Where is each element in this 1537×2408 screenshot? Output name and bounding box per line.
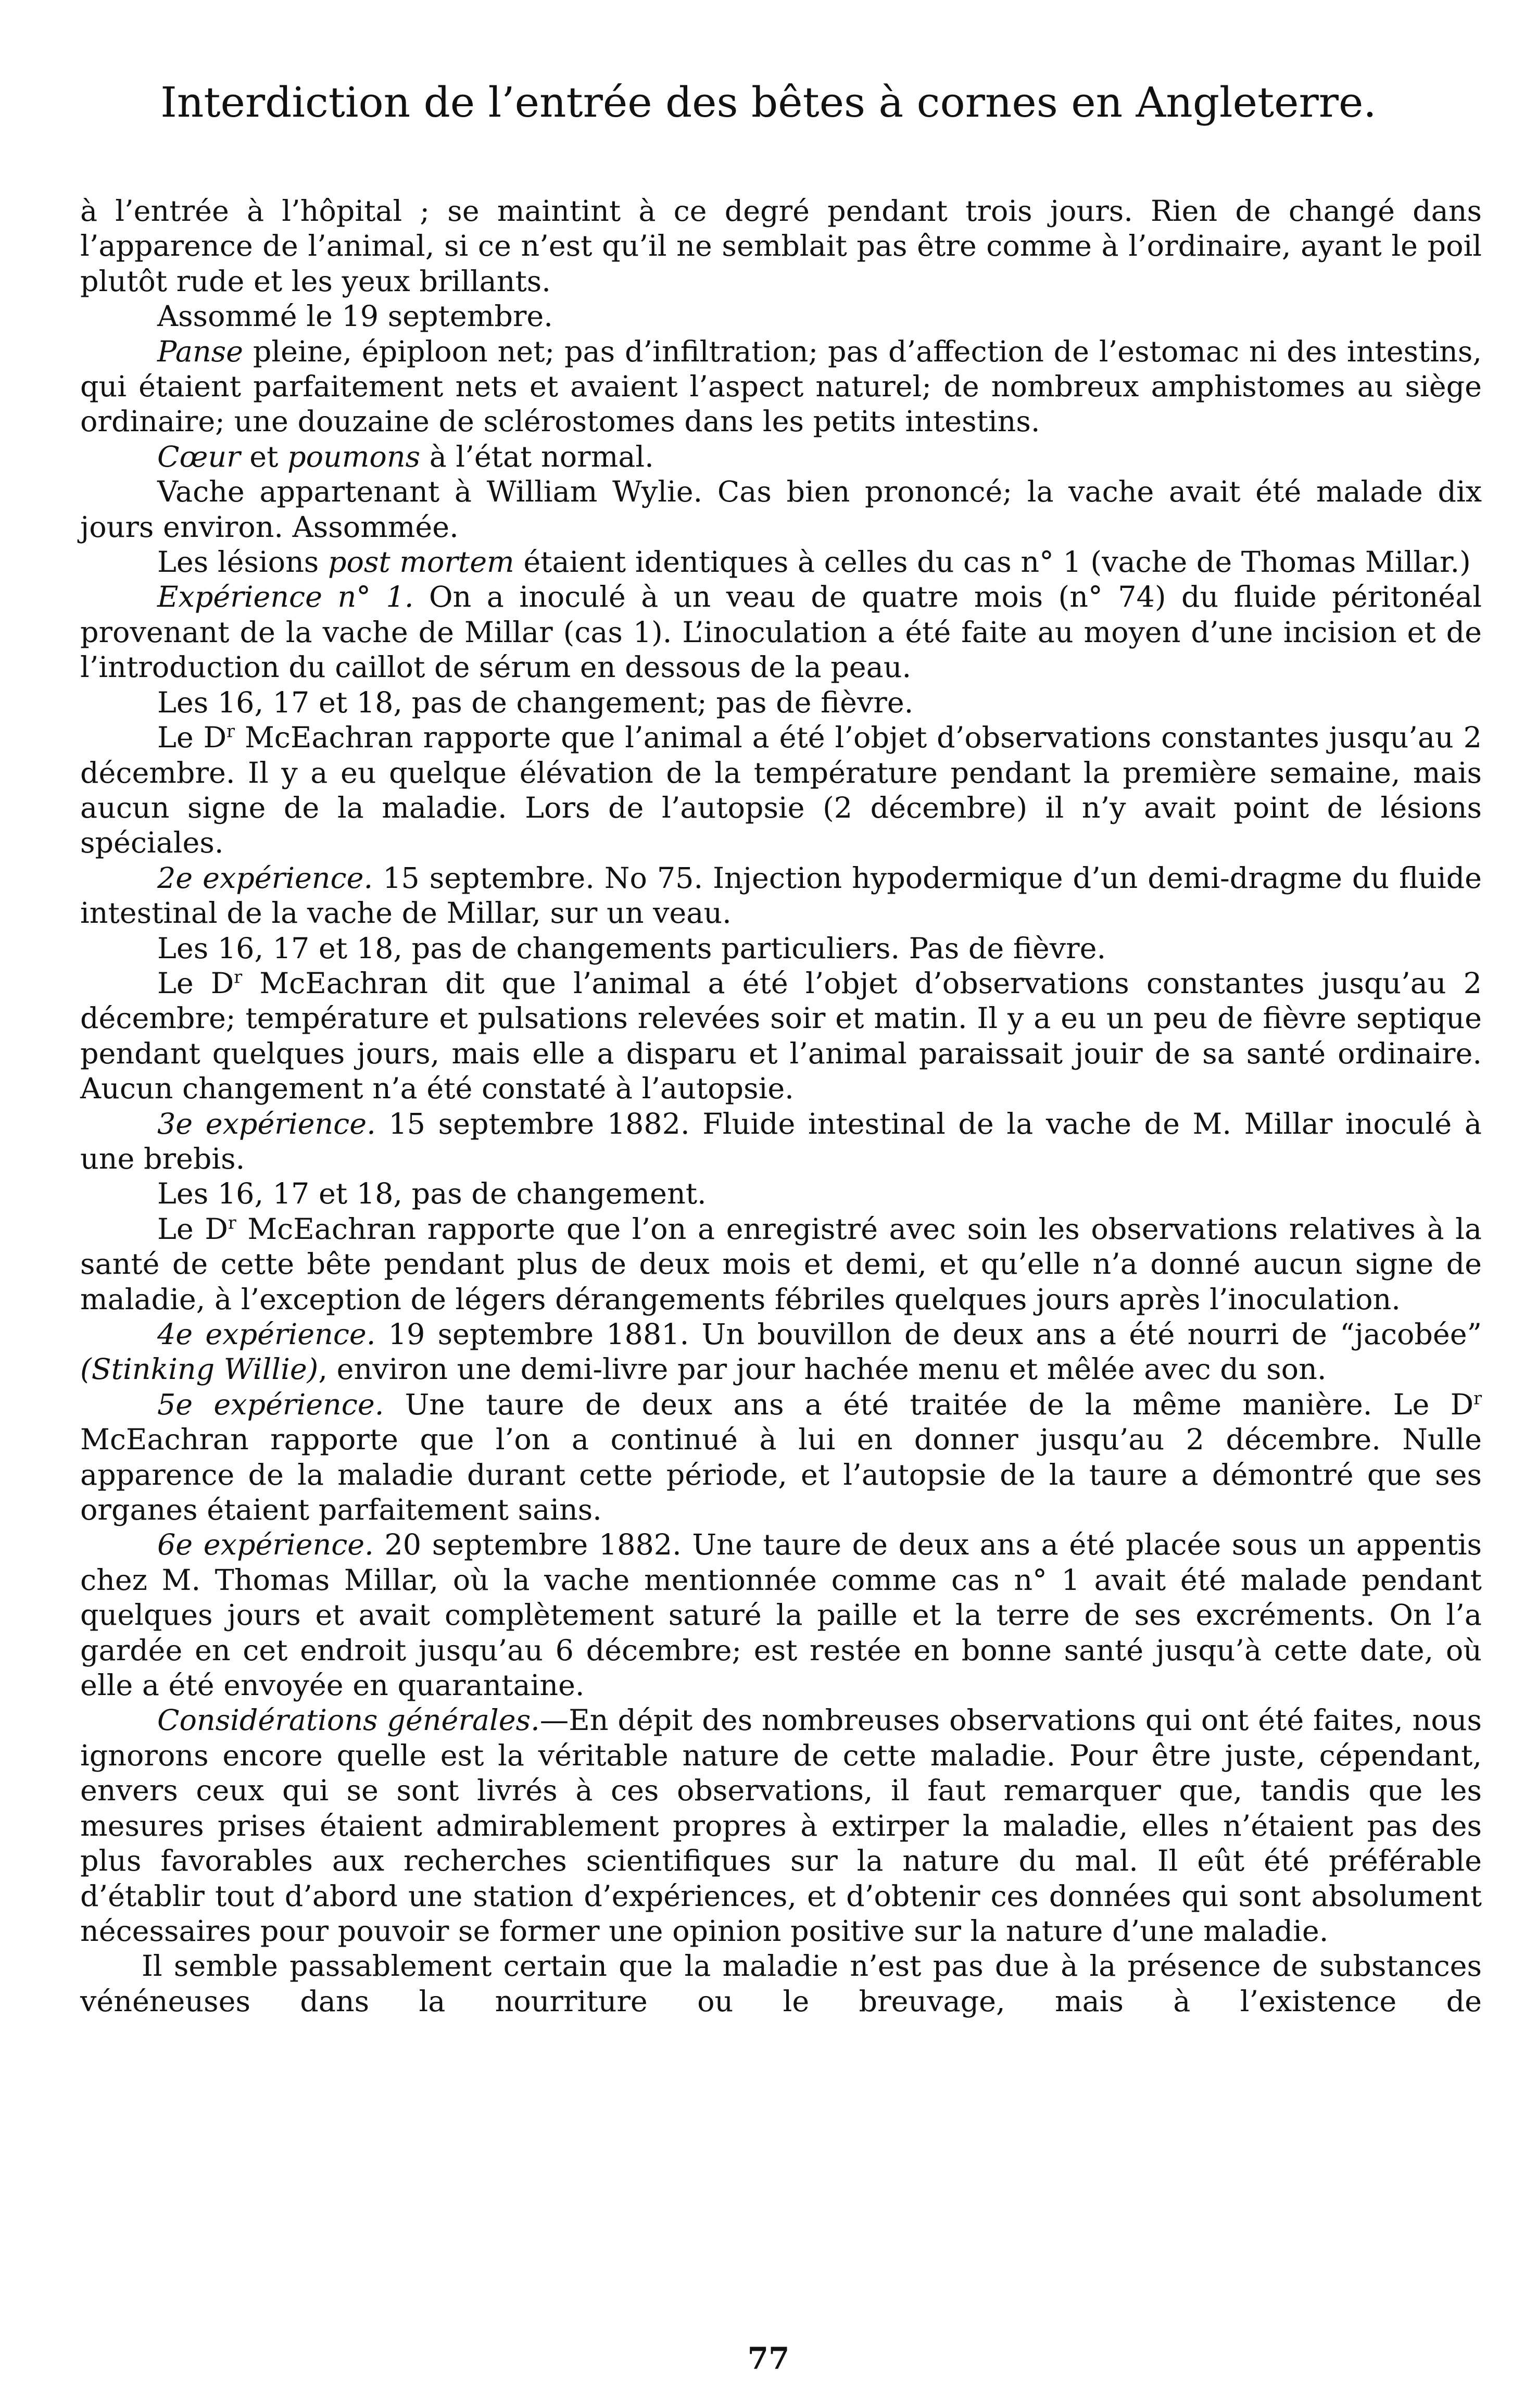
paragraph-4 bbox=[80, 440, 1482, 474]
paragraph-3 bbox=[80, 334, 1482, 440]
text: 20 septembre 1882. Une taure de deux ans a été placée sous un appentis chez M. Thomas Millar, où la vache mentionnée comme cas n° 1 avait été malade pendant quelques jours et avait complètement saturé la paille et la terre de ses excréments. On l’a gardée en cet endroit jusqu’au 6 décembre; est restée en bonne santé jusqu’à cette date, où elle a été envoyée en quarantaine. bbox=[80, 1528, 1482, 1703]
paragraph-10 bbox=[80, 861, 1482, 931]
text: McEachran rapporte que l’on a continué à lui en donner jusqu’au 2 décembre. Nulle apparence de la maladie durant cette période, et l’autopsie de la taure a démontré que ses organes étaient parfaitement sains. bbox=[80, 1423, 1482, 1527]
italic-term: post mortem bbox=[327, 545, 514, 580]
paragraph-15 bbox=[80, 1212, 1482, 1317]
italic-term: 4e expérience. bbox=[157, 1318, 376, 1351]
text: McEachran rapporte que l’on a enregistré avec soin les observations relatives à la santé de cette bête pendant plus de deux mois et demi, et qu’elle n’a donné aucun signe de maladie, à l’exception de légers dérangements fébriles quelques jours après l’inoculation. bbox=[80, 1212, 1482, 1316]
italic-term: Panse bbox=[157, 334, 244, 369]
paragraph-9 bbox=[80, 720, 1482, 861]
paragraph-12 bbox=[80, 966, 1482, 1107]
italic-term: 6e expérience. bbox=[157, 1528, 374, 1562]
text: à l’état normal. bbox=[429, 440, 654, 474]
paragraph-2 bbox=[80, 299, 1482, 334]
superscript: r bbox=[234, 967, 243, 987]
text: étaient identiques à celles du cas n° 1 (vache de Thomas Millar.) bbox=[523, 545, 1471, 580]
italic-term: poumons bbox=[287, 440, 421, 474]
italic-term: 5e expérience. bbox=[157, 1387, 384, 1422]
paragraph-5 bbox=[80, 474, 1482, 545]
paragraph-16 bbox=[80, 1317, 1482, 1387]
paragraph-20 bbox=[80, 1949, 1482, 2019]
superscript: r bbox=[1473, 1388, 1482, 1409]
text: 15 septembre. No 75. Injection hypodermique d’un demi-dragme du fluide intestinal de la vache de Millar, sur un veau. bbox=[80, 861, 1482, 931]
text: , environ une demi-livre par jour hachée menu et mêlée avec du son. bbox=[318, 1352, 1327, 1387]
paragraph-19 bbox=[80, 1703, 1482, 1949]
text: —En dépit des nombreuses observations qui ont été faites, nous ignorons encore quelle est la véritable nature de cette maladie. Pour être juste, cépendant, envers ceux qui se sont livrés à ces observations, il faut remarquer que, tandis que les mesures prises étaient admirablement propres à extirper la maladie, elles n’étaient pas des plus favorables aux recherches scientifiques sur la nature du mal. Il eût été préférable d’établir tout d’abord une station d’expériences, et d’obtenir ces données qui sont absolument nécessaires pour pouvoir se former une opinion positive sur la nature d’une maladie. bbox=[80, 1703, 1482, 1948]
text: McEachran dit que l’animal a été l’objet d’observations constantes jusqu’au 2 décembre; température et pulsations relevées soir et matin. Il y a eu un peu de fièvre septique pendant quelques jours, mais elle a disparu et l’animal paraissait jouir de sa santé ordinaire. Aucun changement n’a été constaté à l’autopsie. bbox=[80, 966, 1482, 1106]
paragraph-18 bbox=[80, 1527, 1482, 1703]
text: Le D bbox=[157, 1212, 228, 1246]
text: Vache appartenant à William Wylie. Cas bien prononcé; la vache avait été malade dix jours environ. Assommée. bbox=[80, 475, 1482, 544]
text: Assommé le 19 septembre. bbox=[157, 299, 553, 334]
paragraph-6 bbox=[80, 545, 1482, 580]
superscript: r bbox=[228, 1212, 236, 1233]
superscript: r bbox=[226, 721, 235, 742]
text: Le D bbox=[157, 721, 227, 755]
paragraph-13 bbox=[80, 1107, 1482, 1177]
body-text bbox=[80, 194, 1482, 2019]
paragraph-8 bbox=[80, 685, 1482, 720]
text: pleine, épiploon net; pas d’infiltration; pas d’affection de l’estomac ni des intestins, qui étaient parfaitement nets et avaient l’aspect naturel; de nombreux amphistomes au siège ordinaire; une douzaine de sclérostomes dans les petits intestins. bbox=[80, 334, 1482, 439]
text: McEachran rapporte que l’animal a été l’objet d’observations constantes jusqu’au 2 décembre. Il y a eu quelque élévation de la température pendant la première semaine, mais aucun signe de la maladie. Lors de l’autopsie (2 décembre) il n’y avait point de lésions spéciales. bbox=[80, 721, 1482, 860]
text: On a inoculé à un veau de quatre mois (n° 74) du fluide péritonéal provenant de la vache de Millar (cas 1). L’inoculation a été faite au moyen d’une incision et de l’introduction du caillot de sérum en dessous de la peau. bbox=[80, 580, 1482, 685]
text: à l’entrée à l’hôpital ; se maintint à ce degré pendant trois jours. Rien de changé dans l’apparence de l’animal, si ce n’est qu’il ne semblait pas être comme à l’ordinaire, ayant le poil plutôt rude et les yeux brillants. bbox=[80, 194, 1482, 298]
text: Les lésions bbox=[157, 545, 319, 580]
text: Une taure de deux ans a été traitée de la même manière. Le D bbox=[405, 1387, 1474, 1422]
italic-term: 2e expérience. bbox=[157, 861, 373, 895]
paragraph-14 bbox=[80, 1176, 1482, 1211]
paragraph-1 bbox=[80, 194, 1482, 299]
running-head: Interdiction de l’entrée des bêtes à cornes en Angleterre. bbox=[160, 78, 1377, 127]
text: Il semble passablement certain que la maladie n’est pas due à la présence de substances vénéneuses dans la nourriture ou le breuvage, mais à l’existence de bbox=[80, 1949, 1482, 2018]
italic-term: (Stinking Willie) bbox=[80, 1352, 319, 1387]
text: 15 septembre 1882. Fluide intestinal de la vache de M. Millar inoculé à une brebis. bbox=[80, 1107, 1482, 1176]
paragraph-17 bbox=[80, 1387, 1482, 1528]
text: Les 16, 17 et 18, pas de changement. bbox=[157, 1177, 707, 1211]
italic-term: 3e expérience. bbox=[157, 1107, 376, 1141]
paragraph-7 bbox=[80, 580, 1482, 685]
italic-term: Considérations générales. bbox=[157, 1703, 540, 1738]
italic-term: Expérience n° 1. bbox=[157, 580, 414, 614]
text: et bbox=[249, 440, 279, 474]
text: Les 16, 17 et 18, pas de changement; pas de fièvre. bbox=[157, 685, 914, 720]
page-number: 77 bbox=[747, 2341, 790, 2376]
text: Le D bbox=[157, 966, 234, 1000]
text: 19 septembre 1881. Un bouvillon de deux ans a été nourri de “jacobée” bbox=[388, 1318, 1482, 1351]
italic-term: Cœur bbox=[157, 440, 241, 474]
text: Les 16, 17 et 18, pas de changements particuliers. Pas de fièvre. bbox=[157, 931, 1106, 965]
paragraph-11 bbox=[80, 931, 1482, 966]
